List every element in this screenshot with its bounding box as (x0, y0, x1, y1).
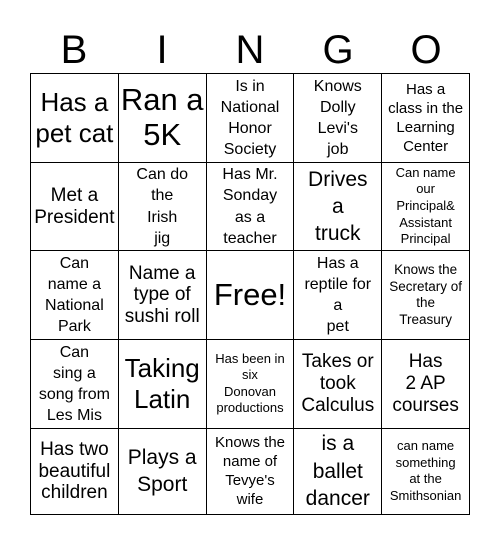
free-space-cell[interactable] (206, 251, 294, 340)
bingo-cell[interactable] (31, 340, 119, 429)
cell-text: is a ballet dancer (305, 432, 370, 511)
cell-text: Takes or took Calculus (301, 351, 375, 416)
cell-text: Can sing a song from Les Mis (38, 343, 110, 425)
bingo-cell[interactable] (31, 74, 119, 163)
cell-text: Can name our Principal& Assistant Principal (395, 164, 456, 247)
cell-text: Can name a National Park (45, 255, 104, 336)
bingo-cell[interactable] (294, 428, 382, 514)
free-space-text: Free! (213, 276, 287, 312)
board-row (31, 74, 470, 163)
bingo-cell[interactable] (118, 162, 206, 251)
header-letter-g: G (322, 28, 354, 72)
bingo-cell[interactable] (382, 74, 470, 163)
bingo-header (30, 20, 470, 80)
cell-text: Knows the Secretary of the Treasury (389, 262, 462, 327)
bingo-cell[interactable] (31, 251, 119, 340)
bingo-cell[interactable] (31, 428, 119, 514)
cell-text: can name something at the Smithsonian (389, 438, 462, 503)
bingo-cell[interactable] (118, 428, 206, 514)
cell-text: Knows Dolly Levi's job (313, 77, 362, 158)
cell-text: Drives a truck (308, 167, 368, 246)
cell-text: Has a pet cat (35, 86, 114, 148)
cell-text: Has Mr. Sonday as a teacher (222, 166, 278, 247)
bingo-cell[interactable] (382, 428, 470, 514)
cell-text: Taking Latin (124, 352, 200, 415)
header-letter-n: N (235, 28, 265, 72)
cell-text: Plays a Sport (127, 446, 197, 497)
bingo-cell[interactable] (294, 251, 382, 340)
bingo-cell[interactable] (294, 74, 382, 163)
cell-text: Name a type of sushi roll (124, 262, 200, 328)
bingo-cell[interactable] (382, 251, 470, 340)
cell-text: Has two beautiful children (38, 438, 111, 504)
bingo-cell[interactable] (294, 340, 382, 429)
bingo-board (30, 73, 470, 515)
bingo-cell[interactable] (382, 340, 470, 429)
cell-text: Ran a 5K (120, 82, 204, 152)
board-row (31, 162, 470, 251)
board-row (31, 428, 470, 514)
cell-text: Has a reptile for a pet (304, 255, 372, 336)
bingo-cell[interactable] (206, 162, 294, 251)
cell-text: Can do the Irish jig (136, 166, 188, 247)
bingo-cell[interactable] (31, 162, 119, 251)
bingo-cell[interactable] (206, 74, 294, 163)
header-letter-b: B (60, 28, 88, 72)
header-letter-i: I (156, 28, 168, 72)
header-letter-o: O (410, 28, 442, 72)
cell-text: Is in National Honor Society (220, 77, 280, 158)
bingo-cell[interactable] (206, 340, 294, 429)
board-row (31, 340, 470, 429)
bingo-cell[interactable] (294, 162, 382, 251)
bingo-cell[interactable] (382, 162, 470, 251)
bingo-cell[interactable] (118, 340, 206, 429)
cell-text: Knows the name of Tevye's wife (214, 434, 286, 509)
cell-text: Has 2 AP courses (392, 351, 459, 416)
cell-text: Met a President (34, 184, 115, 228)
cell-text: Has been in six Donovan productions (215, 350, 285, 416)
bingo-cell[interactable] (206, 428, 294, 514)
bingo-cell[interactable] (118, 74, 206, 163)
bingo-cell[interactable] (118, 251, 206, 340)
board-row (31, 251, 470, 340)
cell-text: Has a class in the Learning Center (388, 80, 464, 155)
